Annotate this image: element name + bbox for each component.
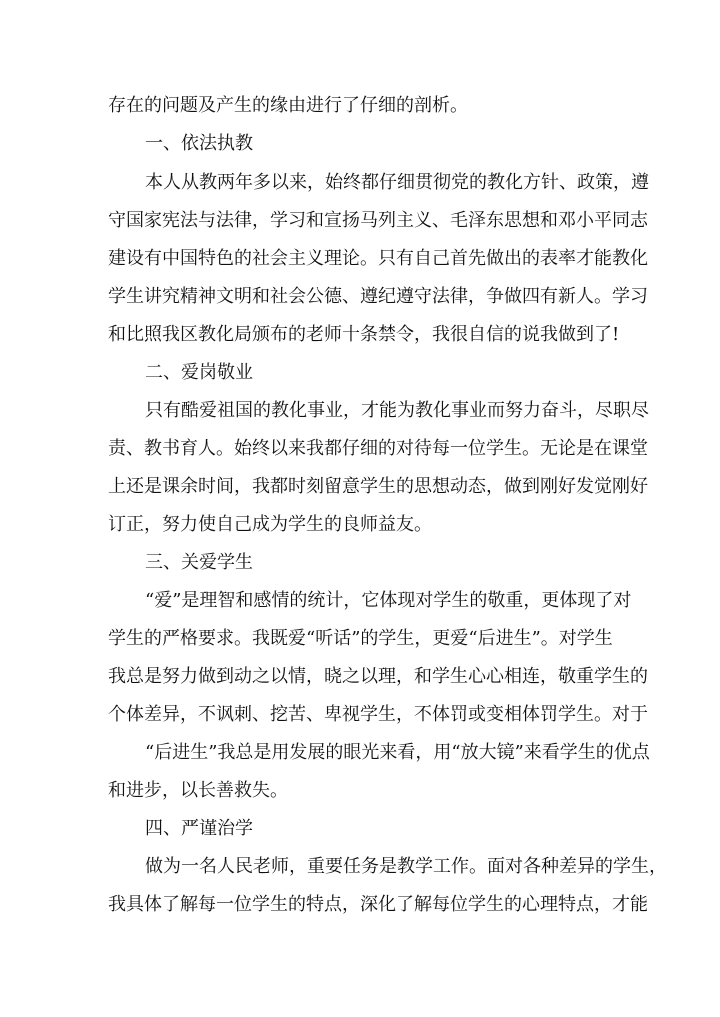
section-heading-4: 四、严谨治学 bbox=[145, 818, 253, 839]
section-heading-2: 二、爱岗敬业 bbox=[145, 362, 253, 383]
paragraph-line: 做为一名人民老师，重要任务是教学工作。面对各种差异的学生， bbox=[145, 856, 667, 877]
paragraph-line: 本人从教两年多以来，始终都仔细贯彻党的教化方针、政策，遵 bbox=[145, 172, 649, 193]
paragraph-line: 存在的问题及产生的缘由进行了仔细的剖析。 bbox=[108, 95, 468, 116]
paragraph-line: 个体差异，不讽刺、挖苦、卑视学生，不体罚或变相体罚学生。对于 bbox=[108, 704, 648, 725]
paragraph-line: 和进步，以长善救失。 bbox=[108, 780, 288, 801]
paragraph-line: 我具体了解每一位学生的特点，深化了解每位学生的心理特点，才能 bbox=[108, 894, 648, 915]
paragraph-line: 责、教书育人。始终以来我都仔细的对待每一位学生。无论是在课堂 bbox=[108, 438, 648, 459]
paragraph-line: 订正，努力使自己成为学生的良师益友。 bbox=[108, 514, 432, 535]
paragraph-line: “后进生”我总是用发展的眼光来看，用“放大镜”来看学生的优点 bbox=[145, 742, 650, 763]
paragraph-line: 建设有中国特色的社会主义理论。只有自己首先做出的表率才能教化 bbox=[108, 248, 648, 269]
paragraph-line: 我总是努力做到动之以情，晓之以理，和学生心心相连，敬重学生的 bbox=[108, 666, 648, 687]
paragraph-line: 和比照我区教化局颁布的老师十条禁令，我很自信的说我做到了! bbox=[108, 324, 620, 345]
paragraph-line: 学生的严格要求。我既爱“听话”的学生，更爱“后进生”。对学生 bbox=[108, 628, 613, 649]
paragraph-line: 守国家宪法与法律，学习和宣扬马列主义、毛泽东思想和邓小平同志 bbox=[108, 210, 648, 231]
paragraph-line: 上还是课余时间，我都时刻留意学生的思想动态，做到刚好发觉刚好 bbox=[108, 476, 648, 497]
paragraph-line: 学生讲究精神文明和社会公德、遵纪遵守法律，争做四有新人。学习 bbox=[108, 286, 648, 307]
paragraph-line: “爱”是理智和感情的统计，它体现对学生的敬重，更体现了对 bbox=[145, 590, 632, 611]
section-heading-1: 一、依法执教 bbox=[145, 133, 253, 154]
section-heading-3: 三、关爱学生 bbox=[145, 552, 253, 573]
paragraph-line: 只有酷爱祖国的教化事业，才能为教化事业而努力奋斗，尽职尽 bbox=[145, 400, 649, 421]
